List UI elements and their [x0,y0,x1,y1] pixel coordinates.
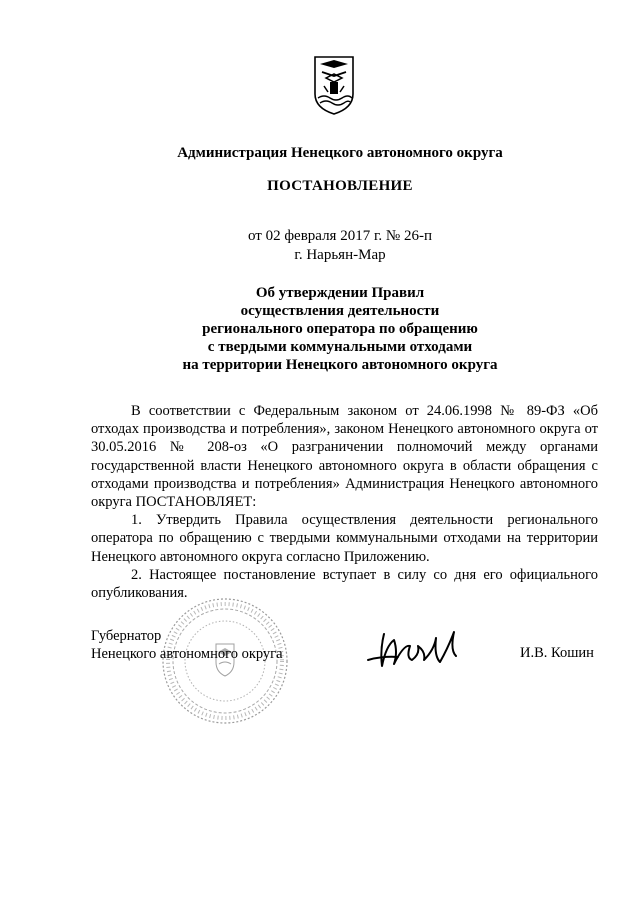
body-paragraph-preamble: В соответствии с Федеральным законом от 24.06.1998 № 89-ФЗ «Об отходах производства и потребления», законом Ненецкого автономного округа от 30.05.2016 № 208-оз «О разграничении полномочий между органами государственной власти Ненецкого автономного округа в области обращения с отходами производства и потребления» Администрация Ненецкого автономного округа ПОСТАНОВЛЯЕТ: [91,403,598,511]
body-paragraph-item-2: 2. Настоящее постановление вступает в силу со дня его официального опубликования. [91,566,598,602]
subject-line: на территории Ненецкого автономного округа [182,357,498,373]
signatory-name: И.В. Кошин [520,645,594,661]
subject-line: Об утверждении Правил [255,285,425,301]
organization-title: Администрация Ненецкого автономного округа [177,145,503,161]
signatory-position [91,627,283,663]
subject-line: осуществления деятельности [240,303,440,319]
document-date-number: от 02 февраля 2017 г. № 26-п [247,228,433,244]
document-subject [0,284,640,374]
document-city: г. Нарьян-Мар [294,247,386,263]
document-type: ПОСТАНОВЛЕНИЕ [267,178,413,194]
handwritten-signature [364,626,474,674]
subject-line: регионального оператора по обращению [202,321,478,337]
coat-of-arms-icon [312,54,356,116]
signatory-region: Ненецкого автономного округа [91,646,283,662]
document-body [91,402,598,602]
body-paragraph-item-1: 1. Утвердить Правила осуществления деятельности регионального оператора по обращению с твердыми коммунальными отходами на территории Ненецкого автономного округа согласно Приложению. [91,512,598,565]
signatory-title: Губернатор [91,628,162,644]
subject-line: с твердыми коммунальными отходами [207,339,473,355]
